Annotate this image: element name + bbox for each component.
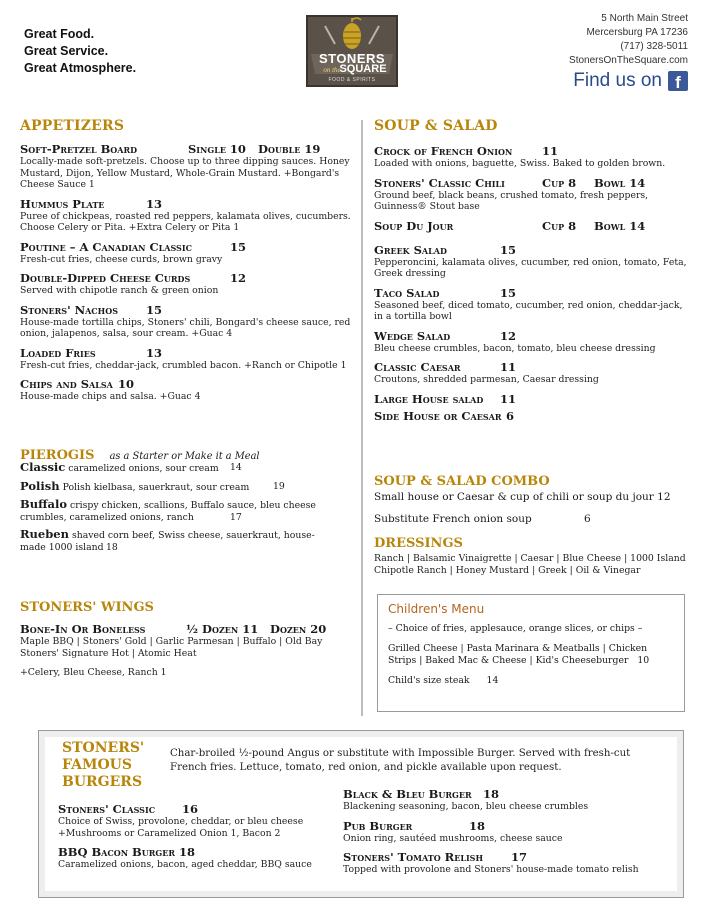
wings-heading: STONERS' WINGS (20, 600, 154, 615)
menu-item (20, 197, 356, 234)
menu-item (20, 271, 356, 297)
pierogi-item (20, 478, 338, 494)
childrens-items: Grilled Cheese | Pasta Marinara & Meatballs | Chicken Strips | Baked Mac & Cheese | Kid's Cheeseburger (388, 643, 648, 666)
item-name: Crock of French Onion (374, 144, 513, 158)
item-price: 11 (542, 144, 559, 158)
pierogi-item (20, 462, 338, 475)
item-name: Rueben (20, 527, 69, 541)
dressings-list: Ranch | Balsamic Vinaigrette | Caesar | Blue Cheese | 1000 Island Chipotle Ranch | Honey Mustard | Greek | Oil & Vinegar (374, 553, 686, 576)
menu-item (374, 329, 694, 355)
burger-item (343, 850, 673, 876)
appetizers-list (20, 142, 356, 409)
item-price: Single 10 (188, 142, 246, 156)
item-price-cup: Cup 8 (542, 175, 577, 190)
item-name: Hummus Plate (20, 196, 105, 211)
dressings-heading: DRESSINGS (374, 536, 463, 551)
item-name: Polish (20, 478, 60, 493)
combo-description: Small house or Caesar & cup of chili or soup du jour (374, 491, 654, 503)
tagline-line: Great Food. (24, 27, 95, 41)
combo-block (374, 490, 694, 526)
pierogi-item (20, 529, 338, 553)
item-name: Bone-In Or Boneless (20, 622, 146, 636)
menu-item (20, 346, 356, 372)
pierogis-heading: PIEROGIS (20, 448, 95, 463)
item-description: Seasoned beef, diced tomato, cucumber, red onion, cheddar-jack, in a tortilla bowl (374, 299, 683, 322)
burgers-heading-line: FAMOUS (62, 757, 132, 773)
menu-item (20, 240, 356, 266)
burgers-heading-line: STONERS' (62, 740, 145, 756)
item-name: Stoners' Nachos (20, 302, 118, 317)
item-price: 15 (500, 285, 517, 300)
item-price: 11 (500, 360, 517, 374)
tagline-line: Great Atmosphere. (24, 61, 137, 75)
item-price: ½ Dozen 11 (186, 622, 259, 636)
item-name: Soup Du Jour (374, 218, 454, 233)
item-price: 18 (483, 787, 500, 801)
childrens-items-price: 10 (637, 655, 650, 666)
combo-substitute: Substitute French onion soup (374, 513, 532, 525)
item-description: Topped with provolone and Stoners' house-made tomato relish (343, 864, 639, 875)
logo-subtext: FOOD & SPIRITS (328, 77, 376, 83)
facebook-icon[interactable]: f (668, 71, 688, 91)
wing-sauces: Maple BBQ | Stoners' Gold | Garlic Parmesan | Buffalo | Old Bay Stoners' Signature Hot | Atomic Heat (20, 636, 323, 659)
item-description: Choice of Swiss, provolone, cheddar, or bleu cheese +Mushrooms or Caramelized Onion 1, Bacon 2 (58, 816, 304, 839)
burger-item (58, 802, 328, 839)
item-price-double: Double 19 (258, 142, 321, 156)
item-name: Classic (20, 460, 66, 474)
item-name: Buffalo (20, 497, 68, 511)
pierogis-subtitle: as a Starter or Make it a Meal (109, 451, 260, 462)
address-street: 5 North Main Street (601, 13, 688, 24)
item-description: Ground beef, black beans, crushed tomato, fresh peppers, Guinness® Stout base (374, 189, 649, 212)
burgers-list-right (343, 787, 673, 882)
column-divider (361, 120, 363, 716)
pierogis-list (20, 462, 338, 559)
item-description: Pepperoncini, kalamata olives, cucumber, red onion, tomato, Feta, Greek dressing (374, 256, 687, 279)
item-name: Chips and Salsa (20, 377, 113, 391)
menu-item (20, 142, 356, 191)
item-description: Served with chipotle ranch & green onion (20, 285, 219, 296)
combo-price: 12 (657, 491, 671, 503)
logo-text-small: on the (323, 66, 341, 74)
item-price: 6 (506, 408, 515, 423)
item-price: 18 (469, 818, 486, 833)
item-description: Onion ring, sautéed mushrooms, cheese sauce (343, 832, 563, 844)
item-price: 19 (273, 480, 285, 492)
item-price: 17 (230, 511, 242, 523)
item-price: 13 (146, 196, 163, 211)
item-name: Pub Burger (343, 818, 413, 833)
item-price: 14 (230, 462, 242, 473)
item-price: 10 (118, 377, 135, 391)
item-name: Wedge Salad (374, 328, 451, 343)
item-price: 18 (178, 845, 195, 859)
phone-number[interactable]: (717) 328-5011 (620, 41, 688, 52)
logo-text: STONERS (318, 51, 386, 66)
item-price: 13 (146, 345, 163, 360)
item-name: Stoners' Classic (58, 802, 156, 816)
burger-item (343, 787, 673, 813)
menu-item (374, 144, 694, 170)
tagline (24, 26, 136, 77)
item-price-double: Dozen 20 (270, 622, 327, 636)
menu-item (20, 377, 356, 403)
item-price-cup: Cup 8 (542, 218, 577, 233)
item-name: Poutine – A Canadian Classic (20, 239, 192, 254)
item-description: Loaded with onions, baguette, Swiss. Baked to golden brown. (374, 158, 666, 169)
burgers-heading (62, 740, 144, 791)
item-description: House-made chips and salsa. +Guac 4 (20, 391, 201, 402)
menu-item (374, 409, 694, 423)
item-name: Stoners' Classic Chili (374, 175, 505, 190)
item-description: Fresh-cut fries, cheese curds, brown gravy (20, 253, 223, 265)
childrens-steak-price: 14 (486, 675, 499, 686)
menu-item (374, 392, 694, 406)
combo-substitute-price: 6 (584, 513, 591, 525)
item-price: 15 (230, 239, 247, 254)
item-name: Greek Salad (374, 242, 447, 257)
item-description: Puree of chickpeas, roasted red peppers, kalamata olives, cucumbers. Choose Celery or Pita. +Extra Celery or Pita 1 (20, 210, 351, 233)
item-name: Loaded Fries (20, 345, 96, 360)
item-description: Croutons, shredded parmesan, Caesar dressing (374, 374, 599, 385)
item-name: Soft-Pretzel Board (20, 142, 138, 156)
website-link[interactable]: StonersOnTheSquare.com (569, 55, 688, 66)
item-description: shaved corn beef, Swiss cheese, sauerkraut, house-made 1000 island (20, 530, 315, 553)
item-price: 17 (511, 850, 528, 864)
burgers-list-left (58, 802, 328, 877)
item-price-bowl: Bowl 14 (594, 175, 646, 190)
item-description: Bleu cheese crumbles, bacon, tomato, bleu cheese dressing (374, 342, 656, 354)
restaurant-logo (305, 14, 399, 88)
item-price: 15 (500, 242, 517, 257)
childrens-menu-title: Children's Menu (388, 602, 485, 616)
menu-item (374, 176, 694, 213)
item-name: Double-Dipped Cheese Curds (20, 271, 191, 285)
find-us-label: Find us on (573, 70, 662, 91)
burgers-intro: Char-broiled ½-pound Angus or substitute with Impossible Burger. Served with fresh-cut French fries. Lettuce, tomato, red onion, and pickle available upon request. (170, 748, 631, 773)
wings-item (20, 622, 344, 679)
address-block (569, 12, 688, 68)
childrens-menu-box (377, 594, 685, 712)
item-name: Taco Salad (374, 285, 440, 300)
item-price: 18 (106, 541, 118, 553)
item-price: 15 (146, 302, 163, 317)
menu-item (374, 360, 694, 386)
item-description: Polish kielbasa, sauerkraut, sour cream (62, 481, 250, 493)
item-price: 11 (500, 391, 517, 406)
burgers-heading-line: BURGERS (62, 774, 143, 790)
item-price: 16 (182, 802, 199, 816)
address-city: Mercersburg PA 17236 (586, 27, 688, 38)
item-description: crispy chicken, scallions, Buffalo sauce, bleu cheese crumbles, caramelized onions, ranch (20, 500, 316, 523)
item-description: caramelized onions, sour cream (68, 463, 219, 474)
item-name: Large House salad (374, 391, 484, 406)
item-description: Caramelized onions, bacon, aged cheddar, BBQ sauce (58, 859, 312, 870)
logo-text: SQUARE (339, 63, 387, 75)
tagline-line: Great Service. (24, 44, 109, 58)
pierogi-item (20, 499, 338, 523)
burger-item (58, 845, 328, 871)
appetizers-heading: APPETIZERS (20, 118, 125, 134)
item-name: BBQ Bacon Burger (58, 845, 175, 859)
soup-salad-heading: SOUP & SALAD (374, 118, 498, 134)
facebook-link[interactable] (573, 70, 688, 92)
menu-item (374, 219, 694, 233)
childrens-steak: Child's size steak (388, 675, 470, 686)
menu-item (374, 286, 694, 323)
wing-extras: +Celery, Bleu Cheese, Ranch 1 (20, 667, 167, 678)
childrens-choice: – Choice of fries, applesauce, orange slices, or chips – (388, 623, 643, 634)
combo-heading: SOUP & SALAD COMBO (374, 474, 550, 489)
item-name: Classic Caesar (374, 360, 461, 374)
burger-item (343, 819, 673, 845)
item-price: 12 (500, 328, 517, 343)
menu-item (20, 303, 356, 340)
item-description: Fresh-cut fries, cheddar-jack, crumbled bacon. +Ranch or Chipotle 1 (20, 359, 347, 371)
item-description: House-made tortilla chips, Stoners' chili, Bongard's cheese sauce, red onion, jalapenos, salsa, sour cream. +Guac 4 (20, 316, 351, 339)
item-description: Blackening seasoning, bacon, bleu cheese crumbles (343, 801, 589, 812)
item-name: Side House or Caesar (374, 408, 502, 423)
item-description: Locally-made soft-pretzels. Choose up to three dipping sauces. Honey Mustard, Dijon, Yellow Mustard, Whole-Grain Mustard. +Bongard's Cheese Sauce 1 (20, 156, 350, 190)
menu-item (374, 243, 694, 280)
item-price: 12 (230, 271, 247, 285)
item-price-bowl: Bowl 14 (594, 218, 646, 233)
soup-salad-list (374, 144, 694, 429)
item-name: Stoners' Tomato Relish (343, 850, 484, 864)
item-name: Black & Bleu Burger (343, 787, 472, 801)
